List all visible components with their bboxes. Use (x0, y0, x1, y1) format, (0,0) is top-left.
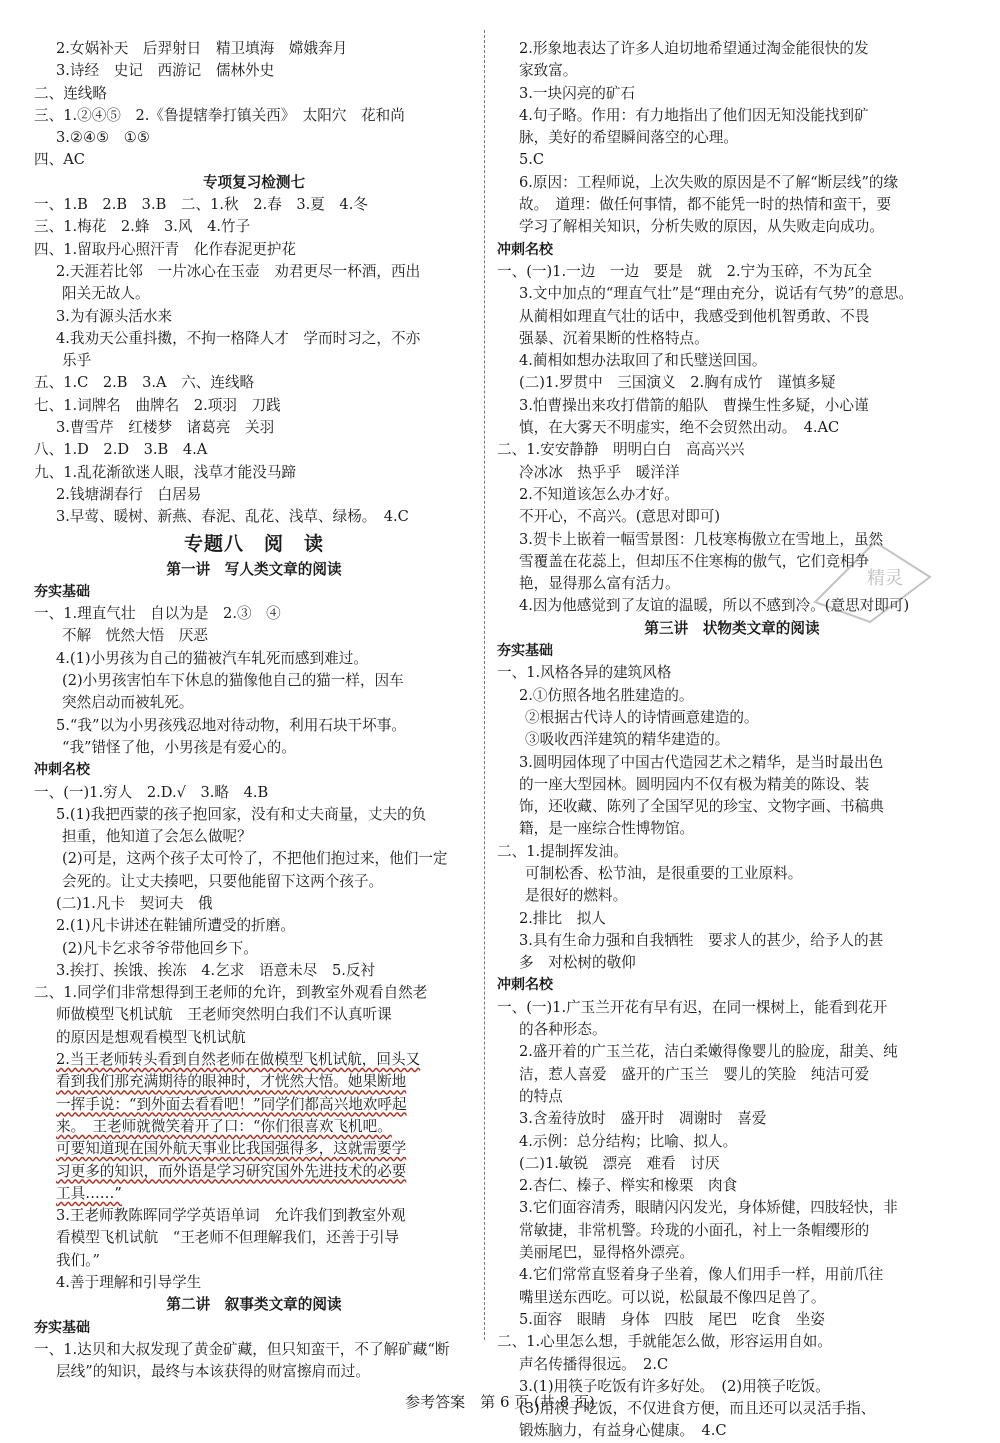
answer-line: 脉，美好的希望瞬间落空的心理。 (519, 129, 738, 147)
answer-line: 三、1.梅花 2.蜂 3.风 4.竹子 (34, 218, 251, 236)
answer-line: 一、1.风格各异的建筑风格 (497, 664, 672, 682)
answer-line: 2.盛开着的广玉兰花，洁白柔嫩得像婴儿的脸庞，甜美、纯 (519, 1043, 898, 1061)
answer-line: “我”错怪了他，小男孩是有爱心的。 (62, 738, 296, 756)
answer-line: 夯实基础 (34, 1319, 90, 1336)
answer-line: 夯实基础 (34, 583, 90, 600)
answer-line: 乐乎 (62, 352, 92, 370)
answer-line: 冷冰冰 热乎乎 暖洋洋 (519, 463, 680, 481)
answer-line: 洁，惹人喜爱 盛开的广玉兰 婴儿的笑脸 纯洁可爱 (519, 1065, 870, 1083)
answer-line: 层线”的知识，最终与本该获得的财富擦肩而过。 (56, 1363, 370, 1381)
answer-line: 二、连线略 (34, 84, 107, 102)
answer-line: 七、1.词牌名 曲牌名 2.项羽 刀践 (34, 396, 281, 414)
answer-line: (2)小男孩害怕车下休息的猫像他自己的猫一样，因车 (62, 672, 404, 690)
answer-line: 5.面容 眼睛 身体 四肢 尾巴 吃食 坐姿 (519, 1310, 825, 1328)
answer-line: 学习了解相关知识，分析失败的原因，从失败走向成功。 (519, 218, 884, 236)
answer-line: (二)1.罗贯中 三国演义 2.胸有成竹 谨慎多疑 (519, 374, 836, 392)
answer-line: 冲刺名校 (497, 241, 553, 258)
page-footer: 参考答案 第 6 页 (共 8 页) (405, 1393, 595, 1411)
answer-line: 四、AC (34, 151, 85, 169)
watermark-stamp (795, 522, 945, 632)
answer-line: 第二讲 叙事类文章的阅读 (166, 1296, 342, 1314)
answer-line: 嘴里送东西吃。可以说，松鼠最不像四足兽了。 (519, 1288, 826, 1306)
answer-line: 5.C (519, 151, 545, 169)
column-divider (484, 30, 485, 1340)
answer-line: 5.(1)我把西蒙的孩子抱回家，没有和丈夫商量，丈夫的负 (56, 805, 427, 823)
answer-line: 一、(一)1.广玉兰开花有早有迟，在同一棵树上，能看到花开 (497, 998, 888, 1016)
answer-line: 常敏捷，非常机警。玲珑的小面孔，衬上一条帽缨形的 (519, 1221, 870, 1239)
answer-line: 从蔺相如理直气壮的话中，我感受到他机智勇敢、不畏 (519, 307, 870, 325)
answer-line: 4.善于理解和引导学生 (56, 1274, 202, 1292)
answer-line: 冲刺名校 (497, 977, 553, 994)
answer-line: 5.“我”以为小男孩残忍地对待动物，利用石块干坏事。 (56, 716, 406, 734)
answer-line: (3)用筷子吃饭，不仅进食方便，而且还可以灵活手指、 (519, 1400, 876, 1418)
answer-line: 雪覆盖在花蕊上，但却压不住寒梅的傲气，它们竞相争 (519, 552, 870, 570)
answer-line: 2.钱塘湖春行 白居易 (56, 485, 202, 503)
answer-line: 4.蔺相如想办法取回了和氏璧送回国。 (519, 352, 767, 370)
answer-line: 4.(1)小男孩为自己的猫被汽车轧死而感到难过。 (56, 649, 368, 667)
answer-line: 专题八 阅 读 (183, 532, 324, 555)
answer-line: 的特点 (519, 1087, 563, 1105)
answer-line: 家致富。 (519, 62, 578, 80)
answer-line: 可要知道现在国外航天事业比我国强得多，这就需要学 (56, 1140, 407, 1158)
answer-line: 的一座大型园林。圆明园内不仅有极为精美的陈设、装 (519, 775, 870, 793)
answer-line: 4.它们常常直竖着身子坐着，像人们用手一样，用前爪往 (519, 1266, 884, 1284)
answer-line: 第一讲 写人类文章的阅读 (166, 560, 342, 578)
answer-line: 一、1.达贝和大叔发现了黄金矿藏，但只知蛮干，不了解矿藏“断 (34, 1340, 450, 1358)
answer-line: 4.因为他感觉到了友谊的温暖，所以不感到冷。(意思对即可) (519, 597, 910, 615)
answer-line: 4.我劝天公重抖擞，不拘一格降人才 学而时习之，不亦 (56, 329, 421, 347)
answer-line: 2.当王老师转头看到自然老师在做模型飞机试航，回头又 (56, 1051, 421, 1069)
answer-line: 2.(1)凡卡讲述在鞋铺所遭受的折磨。 (56, 917, 295, 935)
answer-line: 籍，是一座综合性博物馆。 (519, 820, 695, 838)
answer-line: 2.排比 拟人 (519, 909, 606, 927)
answer-line: (2)凡卡乞求爷爷带他回乡下。 (62, 939, 258, 957)
answer-line: 二、1.提制挥发油。 (497, 842, 628, 860)
answer-line: ②根据古代诗人的诗情画意建造的。 (525, 708, 759, 726)
answer-line: 慎，在大雾天不明虚实，绝不会贸然出动。 4.AC (519, 419, 840, 437)
answer-line: 饰，还收藏、陈列了全国罕见的珍宝、文物字画、书稿典 (519, 798, 884, 816)
answer-line: 强暴、沉着果断的性格特点。 (519, 329, 709, 347)
answer-line: 冲刺名校 (34, 762, 90, 779)
answer-line: 3.一块闪亮的矿石 (519, 84, 636, 102)
answer-line: 四、1.留取丹心照汗青 化作春泥更护花 (34, 240, 297, 258)
answer-line: 3.诗经 史记 西游记 儒林外史 (56, 62, 275, 80)
answer-line: 3.贺卡上嵌着一幅雪景图：几枝寒梅傲立在雪地上，虽然 (519, 530, 884, 548)
answer-line: 师做模型飞机试航 王老师突然明白我们不认真听课 (56, 1006, 392, 1024)
answer-line: (二)1.凡卡 契诃夫 俄 (56, 894, 213, 912)
answer-line: 会死的。让丈夫揍吧，只要他能留下这两个孩子。 (62, 872, 384, 890)
answer-line: 故。 道理：做任何事情，都不能凭一时的热情和蛮干，要 (519, 196, 892, 214)
answer-line: 2.天涯若比邻 一片冰心在玉壶 劝君更尽一杯酒，西出 (56, 262, 421, 280)
right-column (497, 38, 967, 1443)
answer-line: 3.早莺、暖树、新燕、春泥、乱花、浅草、绿杨。 4.C (56, 508, 409, 526)
answer-line: 的原因是想观看模型飞机试航 (56, 1028, 246, 1046)
answer-line: 来。 王老师就微笑着开了口：“你们很喜欢飞机吧。 (56, 1117, 392, 1135)
answer-line: 一、(一)1.穷人 2.D.√ 3.略 4.B (34, 783, 269, 801)
answer-line: 锻炼脑力，有益身心健康。 4.C (519, 1422, 727, 1440)
answer-line: 第三讲 状物类文章的阅读 (644, 619, 820, 637)
answer-line: 2.①仿照各地名胜建造的。 (519, 686, 694, 704)
answer-line: 3.含羞待放时 盛开时 凋谢时 喜爱 (519, 1110, 767, 1128)
answer-line: 习更多的知识，而外语是学习研究国外先进技术的必要 (56, 1162, 407, 1180)
answer-line: 2.形象地表达了许多人迫切地希望通过淘金能很快的发 (519, 40, 869, 57)
answer-line: 4.句子略。作用：有力地指出了他们因无知没能找到矿 (519, 106, 869, 124)
answer-line: 6.原因：工程师说，上次失败的原因是不了解“断层线”的缘 (519, 173, 899, 191)
answer-line: 担重，他知道了会怎么做呢？ (62, 828, 252, 846)
answer-line: 夯实基础 (497, 643, 553, 660)
answer-line: 看模型飞机试航 “王老师不但理解我们，还善于引导 (56, 1229, 400, 1247)
answer-line: 九、1.乱花渐欲迷人眼，浅草才能没马蹄 (34, 463, 297, 481)
answer-line: 3.王老师教陈晖同学学英语单词 允许我们到教室外观 (56, 1207, 406, 1225)
answer-line: 一挥手说：“到外面去看看吧！”同学们都高兴地欢呼起 (56, 1095, 407, 1113)
answer-line: 是很好的燃料。 (525, 887, 628, 905)
left-column (34, 38, 474, 1384)
answer-line: 看到我们那充满期待的眼神时，才恍然大悟。她果断地 (56, 1073, 407, 1091)
answer-line: 2.杏仁、榛子、榉实和橡栗 肉食 (519, 1177, 738, 1195)
stamp-label: 精灵 (867, 568, 903, 589)
answer-line: 声名传播得很远。 2.C (519, 1355, 669, 1373)
answer-line: 专项复习检测七 (202, 173, 306, 191)
answer-line: 3.具有生命力强和自我牺牲 要求人的甚少，给予人的甚 (519, 931, 884, 949)
answer-line: 五、1.C 2.B 3.A 六、连线略 (34, 374, 255, 392)
answer-line: 三、1.②④⑤ 2.《鲁提辖拳打镇关西》 太阳穴 花和尚 (34, 106, 405, 124)
answer-line: 美丽尾巴，显得格外漂亮。 (519, 1244, 695, 1262)
answer-line: 二、1.同学们非常想得到王老师的允许，到教室外观看自然老 (34, 984, 428, 1002)
answer-line: 3.它们面容清秀，眼睛闪闪发光，身体矫健，四肢轻快，非 (519, 1199, 898, 1217)
answer-line: 的各种形态。 (519, 1021, 607, 1039)
answer-line: 工具……” (56, 1184, 122, 1202)
answer-line: 阳关无故人。 (62, 285, 150, 303)
answer-line: 艳，显得那么富有活力。 (519, 575, 680, 593)
answer-line: 3.为有源头活水来 (56, 307, 173, 325)
answer-line: 二、1.安安静静 明明白白 高高兴兴 (497, 441, 745, 459)
answer-line: (二)1.敏锐 漂亮 难看 讨厌 (519, 1154, 720, 1172)
answer-line: 3.②④⑤ ①⑤ (56, 129, 150, 147)
answer-line: 一、1.B 2.B 3.B 二、1.秋 2.春 3.夏 4.冬 (34, 196, 368, 214)
answer-line: 3.文中加点的“理直气壮”是“理由充分，说话有气势”的意思。 (519, 285, 914, 303)
answer-line: 4.示例：总分结构；比喻、拟人。 (519, 1132, 738, 1150)
answer-line: 不解 恍然大悟 厌恶 (62, 627, 208, 645)
answer-line: ③吸收西洋建筑的精华建造的。 (525, 731, 730, 749)
answer-line: 3.圆明园体现了中国古代造园艺术之精华，是当时最出色 (519, 753, 884, 771)
answer-line: 八、1.D 2.D 3.B 4.A (34, 441, 208, 459)
answer-line: 2.不知道该怎么办才好。 (519, 485, 679, 503)
answer-line: 3.挨打、挨饿、挨冻 4.乞求 语意未尽 5.反衬 (56, 961, 376, 979)
answer-line: 一、1.理直气壮 自以为是 2.③ ④ (34, 605, 281, 623)
answer-line: 不开心，不高兴。(意思对即可) (519, 508, 721, 526)
answer-line: 2.女娲补天 后羿射日 精卫填海 嫦娥奔月 (56, 40, 348, 57)
answer-line: 3.怕曹操出来攻打借箭的船队 曹操生性多疑，小心谨 (519, 396, 869, 414)
answer-line: 我们。” (56, 1251, 100, 1269)
answer-line: 3.(1)用筷子吃饭有许多好处。 (2)用筷子吃饭。 (519, 1377, 830, 1395)
answer-line: 多 对松树的敬仰 (519, 954, 636, 972)
answer-line: 3.曹雪芹 红楼梦 诸葛亮 关羽 (56, 419, 275, 437)
answer-line: (2)可是，这两个孩子太可怜了，不把他们抱过来，他们一定 (62, 850, 448, 868)
answer-line: 二、1.心里怎么想，手就能怎么做，形容运用自如。 (497, 1333, 832, 1351)
answer-line: 一、(一)1.一边 一边 要是 就 2.宁为玉碎，不为瓦全 (497, 262, 872, 280)
answer-line: 可制松香、松节油，是很重要的工业原料。 (525, 864, 803, 882)
answer-line: 突然启动而被轧死。 (62, 694, 194, 712)
